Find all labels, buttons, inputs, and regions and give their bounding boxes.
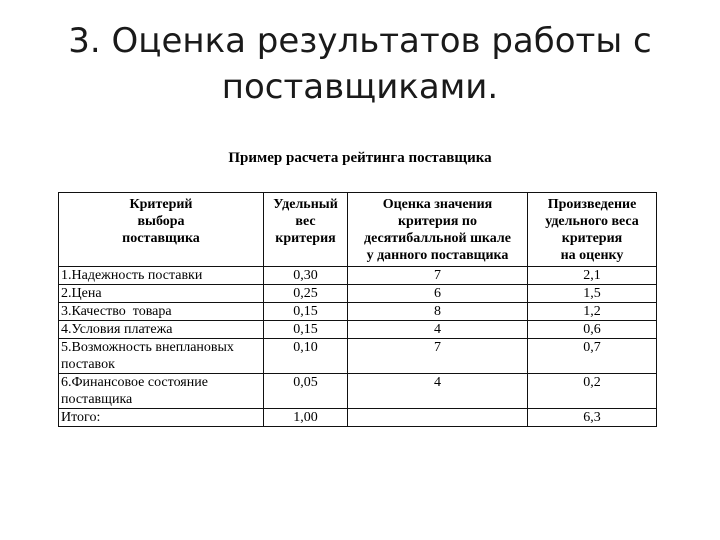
slide-title xyxy=(40,18,680,110)
row-criterion: 2.Цена xyxy=(59,285,264,303)
row-weight: 0,15 xyxy=(264,321,348,339)
row-product: 0,2 xyxy=(528,374,657,409)
total-weight: 1,00 xyxy=(264,409,348,427)
row-weight: 0,30 xyxy=(264,267,348,285)
table-header-row xyxy=(59,193,657,267)
row-score: 7 xyxy=(348,267,528,285)
table-row xyxy=(59,285,657,303)
total-label: Итого: xyxy=(59,409,264,427)
total-score xyxy=(348,409,528,427)
row-score: 8 xyxy=(348,303,528,321)
row-product: 1,5 xyxy=(528,285,657,303)
row-weight: 0,10 xyxy=(264,339,348,374)
header-weight: Удельный вес критерия xyxy=(264,193,348,267)
row-score: 6 xyxy=(348,285,528,303)
table-row xyxy=(59,374,657,409)
row-weight: 0,15 xyxy=(264,303,348,321)
row-product: 0,6 xyxy=(528,321,657,339)
row-product: 2,1 xyxy=(528,267,657,285)
row-criterion: 6.Финансовое состояние поставщика xyxy=(59,374,264,409)
table-row xyxy=(59,267,657,285)
supplier-rating-table xyxy=(58,192,657,427)
slide-title-line-1: 3. Оценка результатов работы с xyxy=(68,21,652,61)
row-criterion: 5.Возможность внеплановых поставок xyxy=(59,339,264,374)
header-score: Оценка значения критерия по десятибалльной шкале у данного поставщика xyxy=(348,193,528,267)
row-weight: 0,05 xyxy=(264,374,348,409)
row-score: 4 xyxy=(348,374,528,409)
row-product: 0,7 xyxy=(528,339,657,374)
slide-title-line-2: поставщиками. xyxy=(221,67,499,107)
row-criterion: 4.Условия платежа xyxy=(59,321,264,339)
header-product: Произведение удельного веса критерия на оценку xyxy=(528,193,657,267)
table-row xyxy=(59,339,657,374)
table-row xyxy=(59,321,657,339)
table-total-row xyxy=(59,409,657,427)
row-criterion: 3.Качество товара xyxy=(59,303,264,321)
row-product: 1,2 xyxy=(528,303,657,321)
row-score: 4 xyxy=(348,321,528,339)
row-score: 7 xyxy=(348,339,528,374)
table-row xyxy=(59,303,657,321)
header-criterion: Критерий выбора поставщика xyxy=(59,193,264,267)
row-criterion: 1.Надежность поставки xyxy=(59,267,264,285)
row-weight: 0,25 xyxy=(264,285,348,303)
table-caption: Пример расчета рейтинга поставщика xyxy=(228,150,492,166)
total-product: 6,3 xyxy=(528,409,657,427)
